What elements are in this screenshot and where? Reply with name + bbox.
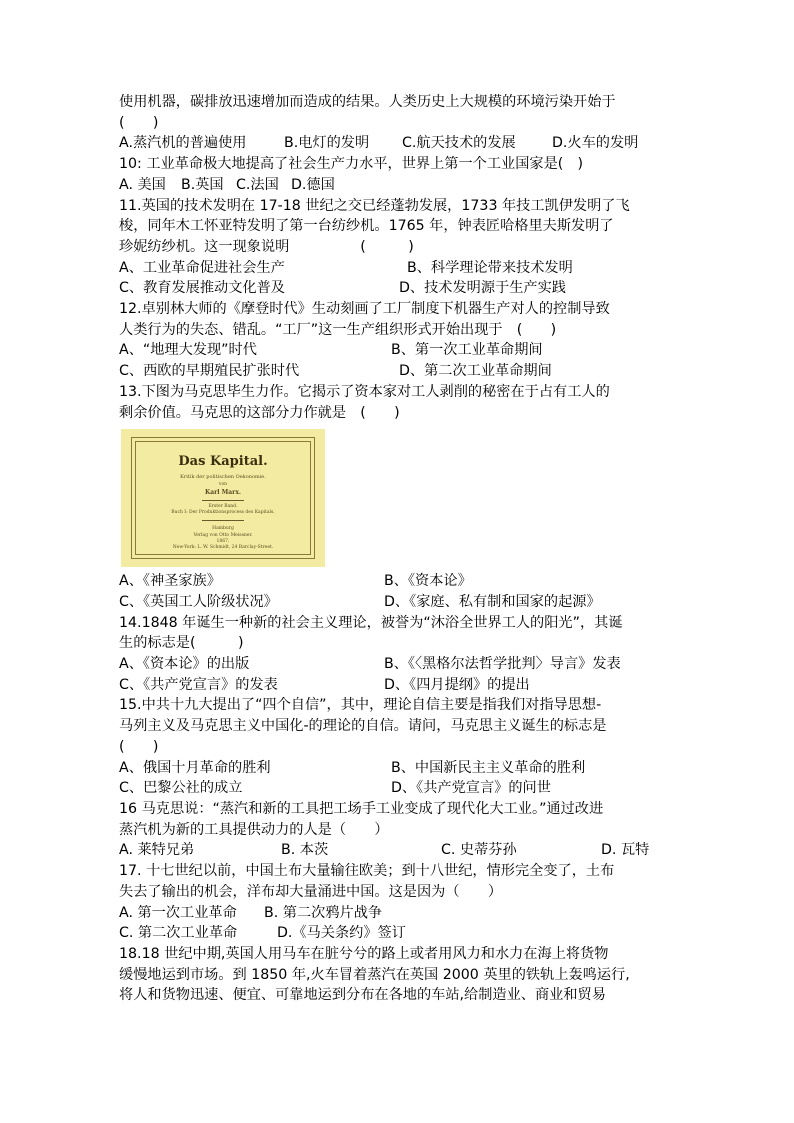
q15-option-d: D、《共产党宣言》的问世 (391, 780, 551, 797)
q15-options-cd (119, 778, 679, 799)
book-publisher: Verlag von Otto Meissner. (193, 533, 253, 539)
q11-options-cd (119, 278, 679, 299)
q10-option-d: D.德国 (291, 176, 335, 193)
q11-option-c: C、教育发展推动文化普及 (119, 280, 285, 297)
title-page-border (131, 437, 315, 559)
q10-option-a: A. 美国 (119, 176, 166, 193)
q11-options-ab (119, 258, 679, 279)
q16-option-b: B. 本茨 (281, 842, 329, 859)
q11-stem-2: 梭，同年木工怀亚特发明了第一台纺纱机。1765 年，钟表匠哈格里夫斯发明了 (119, 218, 614, 235)
book-city: Hamburg (212, 526, 234, 532)
q11-option-a: A、工业革命促进社会生产 (119, 259, 285, 276)
q16-option-d: D. 瓦特 (601, 842, 650, 859)
q13-option-a: A、《神圣家族》 (119, 573, 221, 590)
q12-option-a: A、“地理大发现”时代 (119, 342, 257, 359)
q16-option-a: A. 莱特兄弟 (119, 842, 195, 859)
q13-options-cd (119, 592, 679, 613)
q18-stem-2: 缓慢地运到市场。到 1850 年,火车冒着蒸汽在英国 2000 英里的铁轨上轰鸣运行, (119, 966, 630, 983)
q13-option-b: B、《资本论》 (384, 573, 472, 590)
q15-option-c: C、巴黎公社的成立 (119, 780, 243, 797)
q17-option-a: A. 第一次工业革命 (119, 904, 237, 921)
q14-option-d: D、《四月提纲》的提出 (384, 676, 530, 693)
q10-options (119, 175, 679, 196)
q11-stem-3: 珍妮纺纱机。这一现象说明 ( ) (119, 238, 414, 255)
q15-option-b: B、中国新民主主义革命的胜利 (391, 759, 586, 776)
q11-stem-1: 11.英国的技术发明在 17-18 世纪之交已经蓬勃发展，1733 年技工凯伊发明了飞 (119, 197, 630, 214)
q15-option-a: A、俄国十月革命的胜利 (119, 759, 271, 776)
q9-options (119, 133, 679, 154)
q9-option-c: C.航天技术的发展 (402, 135, 516, 152)
q17-options-ab (119, 903, 679, 924)
q14-option-b: B、《〈黑格尔法哲学批判〉导言》发表 (384, 656, 621, 673)
q15-stem-1: 15.中共十九大提出了“四个自信”，其中，理论自信主要是指我们对指导思想- (119, 697, 602, 714)
q11-option-b: B、科学理论带来技术发明 (407, 259, 573, 276)
q13-stem-1: 13.下图为马克思毕生力作。它揭示了资本家对工人剥削的秘密在于占有工人的 (119, 383, 610, 400)
q11-option-d: D、技术发明源于生产实践 (399, 280, 566, 297)
q12-option-c: C、西欧的早期殖民扩张时代 (119, 363, 300, 380)
book-volume: Erster Band. (208, 504, 238, 510)
q14-option-c: C、《共产党宣言》的发表 (119, 676, 278, 693)
book-year: 1867. (216, 539, 230, 545)
q12-stem-2: 人类行为的失态、错乱。“工厂”这一生产组织形式开始出现于 ( ) (119, 321, 557, 338)
q15-options-ab (119, 758, 679, 779)
book-by: von (218, 482, 228, 488)
q18-stem-1: 18.18 世纪中期,英国人用马车在脏兮兮的路上或者用风力和水力在海上将货物 (119, 945, 609, 962)
q14-stem-1: 14.1848 年诞生一种新的社会主义理论，被誉为“沐浴全世界工人的阳光”，其诞 (119, 614, 623, 631)
q13-option-c: C、《英国工人阶级状况》 (119, 593, 278, 610)
q15-stem-3: ( ) (119, 738, 159, 755)
q14-options-ab (119, 654, 679, 675)
book-author: Karl Marx. (205, 489, 241, 497)
q12-option-b: B、第一次工业革命期间 (391, 342, 543, 359)
q17-stem-2: 失去了输出的机会，洋布却大量涌进中国。这是因为（ ） (119, 883, 503, 900)
exam-page (119, 92, 679, 1006)
title-rule-1 (202, 500, 244, 501)
q16-options (119, 840, 679, 861)
book-subtitle: Kritik der politischen Oekonomie. (180, 474, 266, 481)
q17-option-b: B. 第二次鸦片战争 (264, 904, 383, 921)
q12-option-d: D、第二次工业革命期间 (399, 363, 552, 380)
q17-stem-1: 17. 十七世纪以前，中国土布大量输往欧美；到十八世纪，情形完全变了，土布 (119, 863, 615, 880)
q14-options-cd (119, 675, 679, 696)
q12-options-cd (119, 361, 679, 382)
q15-stem-2: 马列主义及马克思主义中国化-的理论的自信。请问，马克思主义诞生的标志是 (119, 718, 607, 735)
q17-option-c: C. 第二次工业革命 (119, 925, 238, 942)
q12-options-ab (119, 340, 679, 361)
q12-stem-1: 12.卓别林大师的《摩登时代》生动刻画了工厂制度下机器生产对人的控制导致 (119, 301, 610, 318)
title-rule-2 (202, 520, 244, 521)
q10-option-b: B.英国 (181, 176, 224, 193)
q17-options-cd (119, 923, 679, 944)
book-part: Buch I: Der Produktionsprocess des Kapitals. (171, 510, 275, 516)
q13-options-ab (119, 571, 679, 592)
q10-stem: 10: 工业革命极大地提高了社会生产力水平，世界上第一个工业国家是( ) (119, 156, 584, 173)
q9-option-b: B.电灯的发明 (284, 135, 370, 152)
q9-option-d: D.火车的发明 (552, 135, 639, 152)
q18-stem-3: 将人和货物迅速、便宜、可靠地运到分布在各地的车站,给制造业、商业和贸易 (119, 987, 606, 1004)
q9-option-a: A.蒸汽机的普遍使用 (119, 135, 247, 152)
q9-stem-line: 使用机器，碳排放迅速增加而造成的结果。人类历史上大规模的环境污染开始于 (119, 94, 616, 110)
q10-option-c: C.法国 (236, 176, 279, 193)
q13-option-d: D、《家庭、私有制和国家的起源》 (384, 593, 601, 610)
q14-option-a: A、《资本论》的出版 (119, 656, 250, 673)
book-title: Das Kapital. (178, 454, 268, 470)
q14-stem-2: 生的标志是( ) (119, 635, 244, 652)
q16-stem-1: 16 马克思说：“蒸汽和新的工具把工场手工业变成了现代化大工业。”通过改进 (119, 800, 604, 817)
q9-answer-blank: ( ) (119, 114, 159, 131)
book-footer: New-York: L. W. Schmidt, 24 Barclay-Street. (172, 545, 274, 551)
q16-option-c: C. 史蒂芬孙 (441, 842, 517, 859)
das-kapital-title-page-image (121, 429, 325, 567)
q17-option-d: D.《马关条约》签订 (277, 925, 406, 942)
q13-stem-2: 剩余价值。马克思的这部分力作就是 ( ) (119, 404, 400, 421)
q16-stem-2: 蒸汽机为新的工具提供动力的人是（ ） (119, 821, 389, 838)
